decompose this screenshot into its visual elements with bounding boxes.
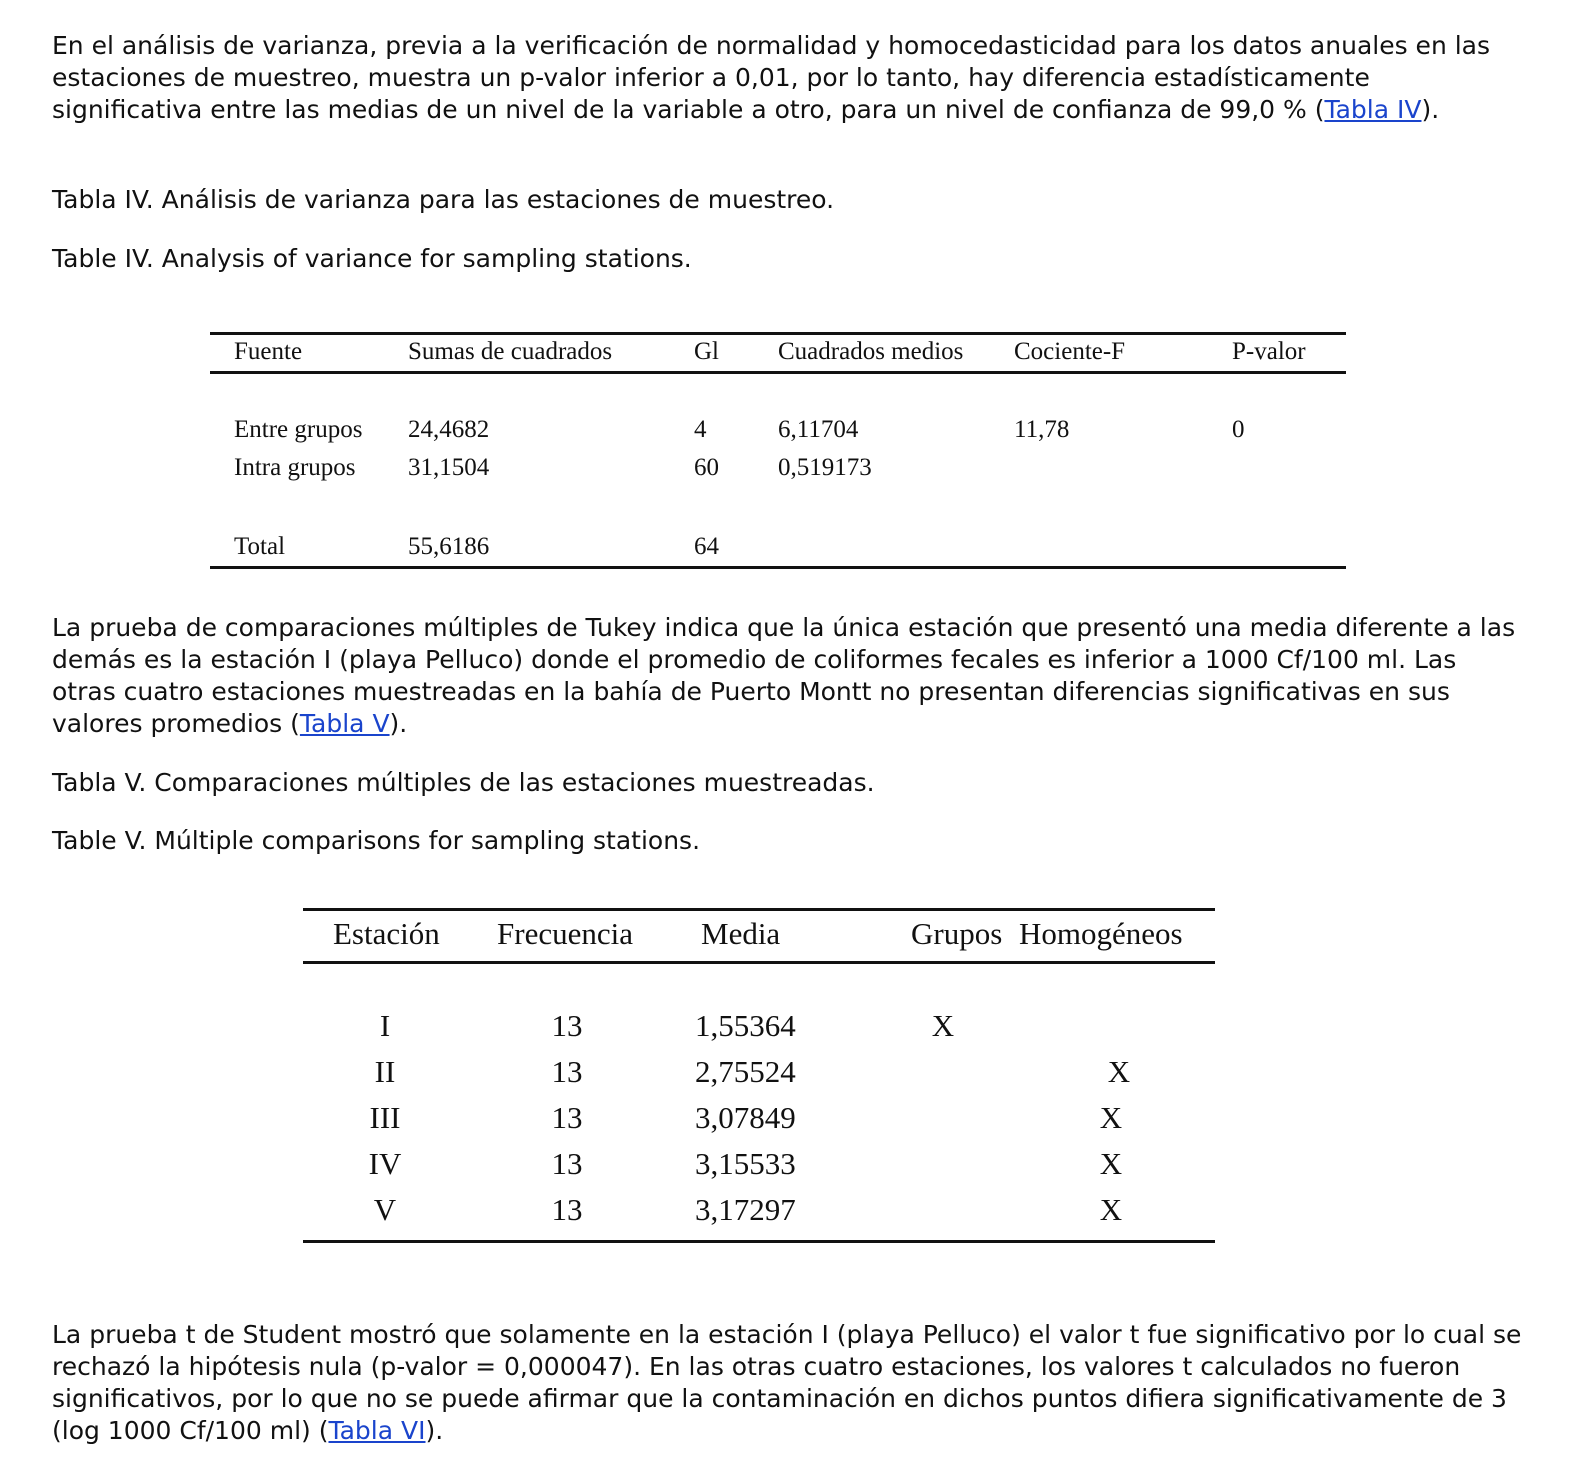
caption-table-iv-es: Tabla IV. Análisis de varianza para las estaciones de muestreo. <box>52 185 835 214</box>
paragraph-student-text: La prueba t de Student mostró que solamente en la estación I (playa Pelluco) el valor t fue significativo por lo cual se rechazó la hipótesis nula (p-valor = 0,000047). En las otras cuatro estaciones, los valores t calculados no fueron significativos, por lo que no se puede afirmar que la contaminación en dichos puntos difiera significativamente de 3 (log 1000 Cf/100 ml) ( <box>52 1320 1522 1445</box>
caption-table-v-en: Table V. Múltiple comparisons for sampling stations. <box>52 826 701 855</box>
t5-r4-estacion: IV <box>368 1146 402 1181</box>
t5-header-homogeneos: Homogéneos <box>1019 916 1183 951</box>
t4-header-cociente: Cociente-F <box>1014 338 1126 365</box>
paragraph-tukey <box>52 612 1522 740</box>
t5-r5-frecuencia: 13 <box>551 1192 583 1227</box>
table-v-top-rule <box>303 908 1215 911</box>
t4-header-gl: Gl <box>694 338 719 365</box>
t5-r2-media: 2,75524 <box>695 1054 796 1089</box>
t5-r4-frecuencia: 13 <box>551 1146 583 1181</box>
t5-r2-estacion: II <box>374 1054 396 1089</box>
table-v-bottom-rule <box>303 1240 1215 1243</box>
paragraph-tukey-after: ). <box>389 709 408 738</box>
paragraph-anova-text: En el análisis de varianza, previa a la verificación de normalidad y homocedasticidad para los datos anuales en las estaciones de muestreo, muestra un p-valor inferior a 0,01, por lo tanto, hay diferencia estadísticamente significativa entre las medias de un nivel de la variable a otro, para un nivel de confianza de 99,0 % ( <box>52 31 1491 124</box>
t4-r2-gl: 60 <box>694 454 719 481</box>
t5-r4-media: 3,15533 <box>695 1146 796 1181</box>
t5-r5-estacion: V <box>373 1192 397 1227</box>
t4-r1-fuente: Entre grupos <box>234 416 363 443</box>
link-tabla-iv[interactable]: Tabla IV <box>1324 95 1422 124</box>
caption-table-iv-en: Table IV. Analysis of variance for sampling stations. <box>52 244 692 273</box>
t5-r3-grupo-b: X <box>1099 1100 1123 1135</box>
t4-r1-sumas: 24,4682 <box>408 416 490 443</box>
t5-r1-frecuencia: 13 <box>551 1008 583 1043</box>
table-v-header-rule <box>303 961 1215 964</box>
t5-r5-grupo-b: X <box>1099 1192 1123 1227</box>
caption-table-v-es: Tabla V. Comparaciones múltiples de las estaciones muestreadas. <box>52 768 875 797</box>
t4-header-fuente: Fuente <box>234 338 303 365</box>
paragraph-student-after: ). <box>425 1416 444 1445</box>
t5-r1-grupo-a: X <box>931 1008 955 1043</box>
t5-header-grupos: Grupos <box>911 916 1003 951</box>
t4-r1-pvalor: 0 <box>1232 416 1245 443</box>
table-iv-top-rule <box>210 332 1346 335</box>
paragraph-anova <box>52 30 1522 126</box>
paragraph-tukey-text: La prueba de comparaciones múltiples de Tukey indica que la única estación que presentó una media diferente a las demás es la estación I (playa Pelluco) donde el promedio de coliformes fecales es inferior a 1000 Cf/100 ml. Las otras cuatro estaciones muestreadas en la bahía de Puerto Montt no presentan diferencias significativas en sus valores promedios ( <box>52 613 1516 738</box>
paragraph-student <box>52 1319 1522 1447</box>
t5-header-frecuencia: Frecuencia <box>497 916 633 951</box>
link-tabla-vi[interactable]: Tabla VI <box>328 1416 426 1445</box>
t4-header-cuadrados: Cuadrados medios <box>778 338 964 365</box>
t5-r1-estacion: I <box>379 1008 391 1043</box>
link-tabla-v[interactable]: Tabla V <box>299 709 390 738</box>
t5-r4-grupo-b: X <box>1099 1146 1123 1181</box>
t4-r3-gl: 64 <box>694 533 719 560</box>
t5-r1-media: 1,55364 <box>695 1008 796 1043</box>
t5-r2-grupo-b: X <box>1107 1054 1131 1089</box>
t4-r3-fuente: Total <box>234 533 286 560</box>
t5-r2-frecuencia: 13 <box>551 1054 583 1089</box>
t4-r1-cociente: 11,78 <box>1014 416 1070 443</box>
t4-header-pvalor: P-valor <box>1232 338 1306 365</box>
t5-header-estacion: Estación <box>333 916 440 951</box>
t5-r3-media: 3,07849 <box>695 1100 796 1135</box>
t5-header-media: Media <box>701 916 781 951</box>
t4-header-sumas: Sumas de cuadrados <box>408 338 613 365</box>
t5-r3-estacion: III <box>369 1100 401 1135</box>
t5-r5-media: 3,17297 <box>695 1192 796 1227</box>
t4-r2-fuente: Intra grupos <box>234 454 356 481</box>
t4-r2-sumas: 31,1504 <box>408 454 490 481</box>
t5-r3-frecuencia: 13 <box>551 1100 583 1135</box>
t4-r3-sumas: 55,6186 <box>408 533 490 560</box>
t4-r1-gl: 4 <box>694 416 707 443</box>
paragraph-anova-after: ). <box>1421 95 1440 124</box>
t4-r1-cuadrados: 6,11704 <box>778 416 859 443</box>
table-v <box>303 908 1215 1248</box>
table-iv-bottom-rule <box>210 566 1346 569</box>
t4-r2-cuadrados: 0,519173 <box>778 454 872 481</box>
table-iv <box>210 332 1346 572</box>
table-iv-header-rule <box>210 371 1346 374</box>
